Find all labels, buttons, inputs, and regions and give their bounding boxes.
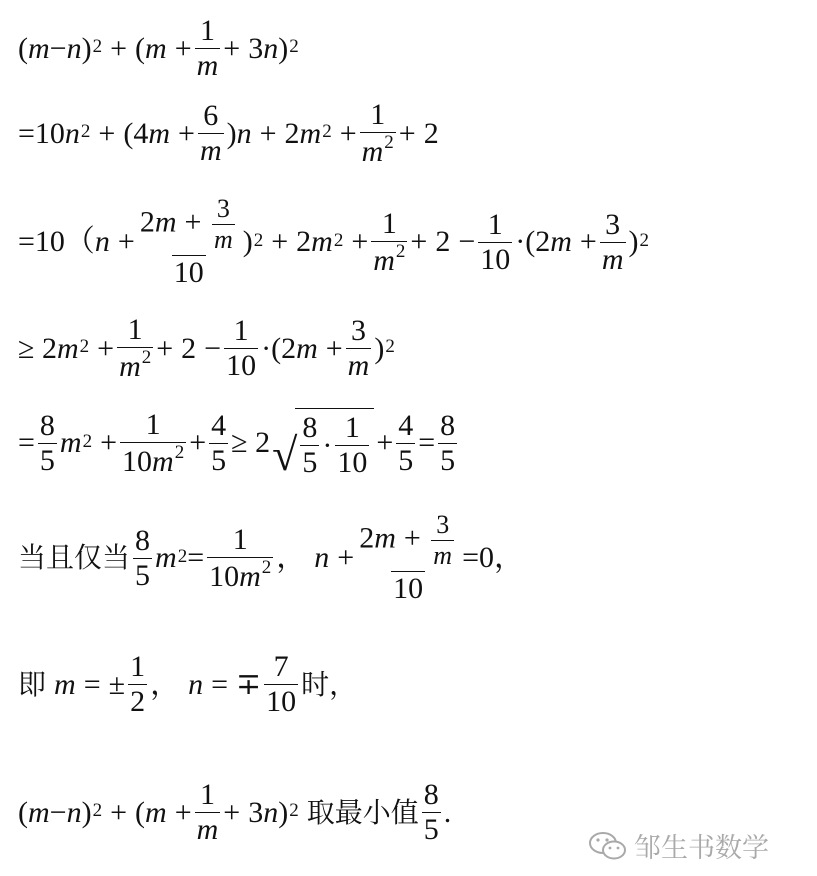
radical-icon: √ <box>272 429 298 480</box>
coefficient: 10 <box>209 559 240 593</box>
lead: ≥ 2 <box>231 426 271 459</box>
coefficient: 3 <box>248 795 264 829</box>
lead: ≥ 2 <box>18 331 57 365</box>
denominator: 5 <box>211 443 227 477</box>
fraction <box>133 523 152 592</box>
paren: ) <box>81 31 92 65</box>
numerator: 1 <box>233 314 249 347</box>
var-n: n <box>236 116 252 150</box>
coefficient: 2 <box>296 225 312 258</box>
coefficient: 2 <box>281 331 297 365</box>
fraction <box>478 207 512 276</box>
fraction <box>195 16 221 81</box>
fraction <box>422 780 441 845</box>
denominator: 5 <box>135 558 151 592</box>
exponent: 2 <box>141 347 152 368</box>
exponent: 2 <box>80 121 91 142</box>
condition-line <box>18 512 524 604</box>
solution-suffix: 时， <box>301 667 358 701</box>
constant: 2 <box>423 116 439 150</box>
paren: ( <box>18 795 28 829</box>
fraction <box>209 408 228 477</box>
condition-prefix: 当且仅当 <box>18 541 131 574</box>
op: + <box>98 116 116 150</box>
denominator: m <box>601 242 624 276</box>
expression-line-3 <box>18 196 649 288</box>
numerator: 1 <box>130 650 146 683</box>
exponent: 2 <box>289 800 299 821</box>
denominator: 5 <box>423 813 439 846</box>
var-n: n <box>263 31 279 65</box>
var-m: m <box>239 559 261 593</box>
paren: ) <box>242 225 253 258</box>
equals-zero: =0， <box>462 541 524 574</box>
var-m: m <box>299 116 322 150</box>
fraction <box>224 316 258 381</box>
paren: ) <box>278 795 289 829</box>
punct: ， <box>150 667 181 701</box>
lead: = <box>18 426 35 459</box>
op: + <box>117 225 135 258</box>
numerator: 1 <box>344 411 360 444</box>
exponent: 2 <box>174 441 185 463</box>
numerator: 7 <box>273 650 289 683</box>
numerator: 1 <box>381 206 397 240</box>
op: · <box>515 225 526 258</box>
fraction <box>371 206 407 277</box>
exponent: 2 <box>395 240 406 262</box>
coefficient: 2 <box>284 116 300 150</box>
numerator: 1 <box>232 522 248 556</box>
op: + <box>271 225 289 258</box>
paren: （ <box>64 225 95 258</box>
var-m: m <box>28 31 50 65</box>
exponent: 2 <box>79 336 90 357</box>
fraction <box>212 196 235 253</box>
lead: =10 <box>18 225 65 258</box>
fraction <box>431 512 454 569</box>
fraction <box>38 408 57 477</box>
denominator: 10 <box>266 685 297 718</box>
op: = <box>83 667 101 701</box>
op: ∓ <box>236 667 262 701</box>
var-m: m <box>311 225 333 258</box>
op: − <box>49 795 67 829</box>
exponent: 2 <box>639 229 650 251</box>
op: + <box>223 31 241 65</box>
denominator: m <box>196 813 219 846</box>
punct: ， <box>276 541 307 574</box>
numerator: 8 <box>135 523 151 557</box>
fraction <box>264 652 298 717</box>
op: · <box>322 428 333 462</box>
exponent: 2 <box>82 430 93 452</box>
watermark <box>588 826 769 865</box>
var-m: m <box>361 135 384 168</box>
denominator: 10 <box>173 256 204 289</box>
coefficient: 2 <box>535 225 551 258</box>
op: + <box>398 116 416 150</box>
exponent: 2 <box>177 545 188 567</box>
paren: ( <box>135 31 146 65</box>
op: + <box>178 116 195 150</box>
denominator: m <box>196 49 219 82</box>
var-n: n <box>188 667 204 701</box>
term: (4 <box>123 116 149 150</box>
var-n: n <box>94 225 110 258</box>
op: + <box>156 331 174 365</box>
coefficient: 2 <box>359 521 375 555</box>
var-m: m <box>59 426 82 459</box>
op: + <box>403 521 421 555</box>
fraction-complex <box>357 512 459 604</box>
numerator: 4 <box>211 408 227 442</box>
exponent: 2 <box>385 336 395 357</box>
var-n: n <box>263 795 279 829</box>
numerator: 1 <box>199 14 215 47</box>
expression-line-4 <box>18 315 395 382</box>
exponent: 2 <box>384 132 394 153</box>
fraction <box>198 101 224 166</box>
paren: ) <box>628 225 639 258</box>
numerator: 6 <box>203 99 219 132</box>
numerator <box>357 512 459 571</box>
op: + <box>351 225 369 258</box>
fraction <box>335 413 369 478</box>
solution-line <box>18 652 357 717</box>
fraction <box>300 413 319 478</box>
numerator: 3 <box>216 194 230 223</box>
denominator: 5 <box>440 443 456 477</box>
op: − <box>204 331 222 365</box>
paren: ) <box>374 331 385 365</box>
numerator: 1 <box>145 407 161 441</box>
coefficient: 10 <box>122 444 153 478</box>
exponent: 2 <box>92 800 103 821</box>
coefficient: 2 <box>139 205 155 239</box>
op: + <box>110 31 128 65</box>
op: + <box>410 225 428 258</box>
denominator: 5 <box>398 443 414 477</box>
var-n: n <box>66 795 82 829</box>
numerator: 1 <box>127 313 143 346</box>
denominator: 10 <box>226 349 257 382</box>
op: = <box>418 426 436 459</box>
denominator: 5 <box>39 443 55 477</box>
op: + <box>579 225 597 258</box>
fraction <box>120 407 186 478</box>
wechat-icon <box>588 829 628 863</box>
fraction <box>128 652 147 717</box>
var-n: n <box>64 116 80 150</box>
var-m: m <box>56 331 79 365</box>
op: − <box>458 225 476 258</box>
numerator: 1 <box>487 207 503 241</box>
var-m: m <box>145 31 167 65</box>
var-m: m <box>373 243 395 277</box>
var-n: n <box>314 541 330 574</box>
var-m: m <box>155 541 177 574</box>
var-m: m <box>28 795 50 829</box>
fraction <box>117 315 153 382</box>
fraction <box>438 408 457 477</box>
op: = <box>211 667 228 701</box>
exponent: 2 <box>92 36 103 57</box>
denominator: 10 <box>393 572 424 605</box>
paren: ) <box>226 116 237 150</box>
op: + <box>97 331 115 365</box>
op: + <box>174 31 192 65</box>
op: + <box>223 795 241 829</box>
constant: 2 <box>435 225 451 258</box>
coefficient: 3 <box>248 31 264 65</box>
var-m: m <box>374 521 396 555</box>
denominator: 2 <box>130 685 146 718</box>
constant: 2 <box>181 331 197 365</box>
fraction-complex <box>138 196 240 288</box>
var-m: m <box>145 795 167 829</box>
numerator: 1 <box>370 98 386 131</box>
lead: =10 <box>18 116 65 150</box>
exponent: 2 <box>322 121 332 142</box>
expression-line-1 <box>18 16 299 81</box>
var-m: m <box>148 116 171 150</box>
paren: ( <box>135 795 146 829</box>
numerator: 1 <box>199 778 215 811</box>
op: = <box>187 541 205 574</box>
denominator: 10 <box>337 446 368 479</box>
numerator: 8 <box>39 408 55 442</box>
expression-line-2 <box>18 100 439 167</box>
op: + <box>174 795 192 829</box>
punct: . <box>443 795 452 829</box>
paren: ( <box>271 331 282 365</box>
conclusion-line <box>18 780 451 845</box>
denominator: m <box>347 349 370 382</box>
var-m: m <box>119 350 141 383</box>
fraction <box>195 780 221 845</box>
exponent: 2 <box>253 229 264 251</box>
paren: ) <box>81 795 92 829</box>
var-m: m <box>154 205 177 239</box>
fraction <box>207 522 273 593</box>
exponent: 2 <box>333 229 344 251</box>
denominator: 5 <box>302 446 318 479</box>
op: · <box>261 331 272 365</box>
fraction <box>600 207 626 276</box>
op: − <box>49 31 67 65</box>
op: + <box>337 541 355 574</box>
exponent: 2 <box>261 556 272 578</box>
var-m: m <box>550 225 572 258</box>
fraction <box>360 100 396 167</box>
op: + <box>100 426 118 459</box>
op: + <box>376 426 394 459</box>
watermark-text: 邹生书数学 <box>634 833 769 864</box>
op: ± <box>108 667 126 701</box>
var-n: n <box>66 31 82 65</box>
op: + <box>184 205 202 239</box>
op: + <box>339 116 357 150</box>
numerator: 3 <box>436 510 450 539</box>
numerator: 8 <box>423 778 439 811</box>
numerator: 3 <box>605 207 621 241</box>
exponent: 2 <box>289 36 299 57</box>
fraction <box>346 316 372 381</box>
op: + <box>110 795 128 829</box>
square-root <box>272 408 374 478</box>
denominator: m <box>213 225 233 254</box>
solution-prefix: 即 <box>18 667 47 701</box>
numerator <box>138 196 240 255</box>
var-m: m <box>152 444 174 478</box>
paren: ( <box>18 31 28 65</box>
fraction <box>396 408 415 477</box>
var-m: m <box>54 667 76 701</box>
op: + <box>189 426 207 459</box>
op: + <box>259 116 277 150</box>
var-m: m <box>296 331 318 365</box>
numerator: 3 <box>351 314 366 347</box>
denominator: m <box>199 134 222 167</box>
paren: ) <box>278 31 289 65</box>
numerator: 8 <box>302 411 318 444</box>
paren: ( <box>525 225 536 258</box>
expression-line-5 <box>18 408 460 478</box>
conclusion-text: 取最小值 <box>306 795 419 829</box>
op: + <box>325 331 343 365</box>
numerator: 4 <box>398 408 414 442</box>
numerator: 8 <box>440 408 456 442</box>
denominator: m <box>433 541 453 570</box>
denominator: 10 <box>480 242 511 276</box>
